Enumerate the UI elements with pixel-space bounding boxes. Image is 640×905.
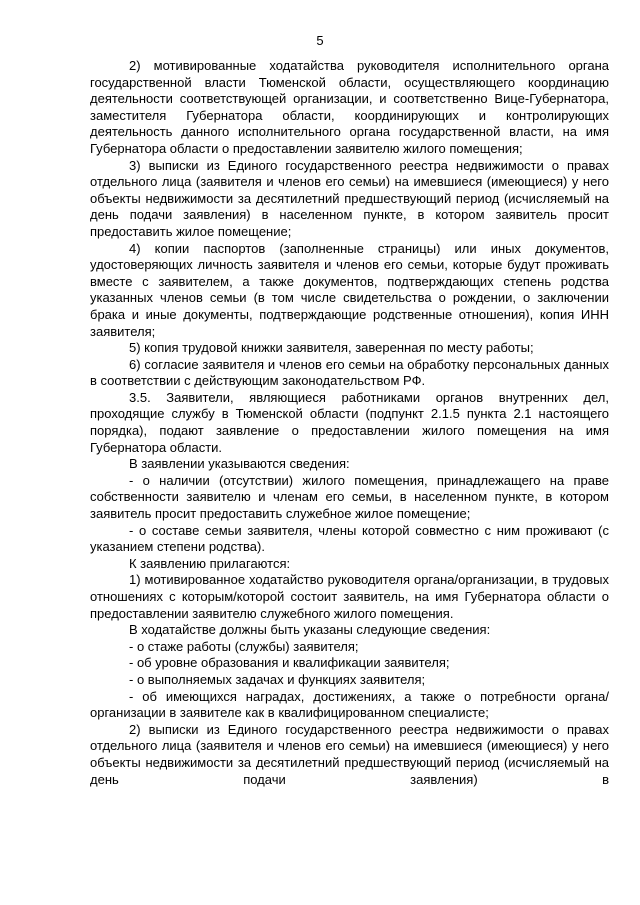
paragraph: 6) согласие заявителя и членов его семьи на обработку персональных данных в соответствии с действующим законодательством РФ. xyxy=(90,356,609,389)
paragraph: 3) выписки из Единого государственного реестра недвижимости о правах отдельного лица (заявителя и членов его семьи) на имевшиеся (имеющиеся) у него объекты недвижимости за десятилетний предшествующий период (исчисляемый на день подачи заявления) в населенном пункте, в котором заявитель просит предоставить жилое помещение; xyxy=(90,157,609,239)
paragraph: 2) мотивированные ходатайства руководителя исполнительного органа государственной власти Тюменской области, осуществляющего координацию деятельности соответствующей организации, и соответственно Вице-Губернатора, заместителя Губернатора области, координирующих и контролирующих деятельность данного исполнительного органа государственной власти, на имя Губернатора области о предоставлении заявителю жилого помещения; xyxy=(90,58,609,156)
paragraph: 3.5. Заявители, являющиеся работниками органов внутренних дел, проходящие службу в Тюменской области (подпункт 2.1.5 пункта 2.1 настоящего порядка), подают заявление о предоставлении жилого помещения на имя Губернатора области. xyxy=(90,389,609,455)
document-body xyxy=(90,58,609,788)
paragraph: - о стаже работы (службы) заявителя; xyxy=(129,638,359,654)
paragraph: - о наличии (отсутствии) жилого помещения, принадлежащего на праве собственности заявителю и членам его семьи, в населенном пункте, в котором заявитель просит предоставить служебное жилое помещение; xyxy=(90,472,609,522)
paragraph: - об имеющихся наградах, достижениях, а также о потребности органа/организации в заявителе как в квалифицированном специалисте; xyxy=(90,688,609,721)
paragraph: В заявлении указываются сведения: xyxy=(129,456,350,472)
paragraph: В ходатайстве должны быть указаны следующие сведения: xyxy=(129,622,491,638)
paragraph: - о выполняемых задачах и функциях заявителя; xyxy=(129,671,426,687)
paragraph: К заявлению прилагаются: xyxy=(129,555,291,571)
paragraph: - о составе семьи заявителя, члены которой совместно с ним проживают (с указанием степени родства). xyxy=(90,522,609,555)
paragraph: 4) копии паспортов (заполненные страницы) или иных документов, удостоверяющих личность заявителя и членов его семьи, которые будут проживать вместе с заявителем, а также документов, подтверждающих степень родства указанных членов семьи (в том числе свидетельства о рождении, о заключении брака и иные документы, подтверждающие родственные отношения), копия ИНН заявителя; xyxy=(90,240,609,339)
paragraph: 1) мотивированное ходатайство руководителя органа/организации, в трудовых отношениях с которым/которой состоит заявитель, на имя Губернатора области о предоставлении заявителю служебного жилого помещения. xyxy=(90,572,609,621)
paragraph: - об уровне образования и квалификации заявителя; xyxy=(129,655,450,671)
paragraph: 2) выписки из Единого государственного реестра недвижимости о правах отдельного лица (заявителя и членов его семьи) на имевшиеся (имеющиеся) у него объекты недвижимости за десятилетний предшествующий период (исчисляемый на день подачи заявления) в xyxy=(90,721,609,787)
paragraph: 5) копия трудовой книжки заявителя, заверенная по месту работы; xyxy=(129,340,534,356)
page-number: 5 xyxy=(316,33,324,48)
